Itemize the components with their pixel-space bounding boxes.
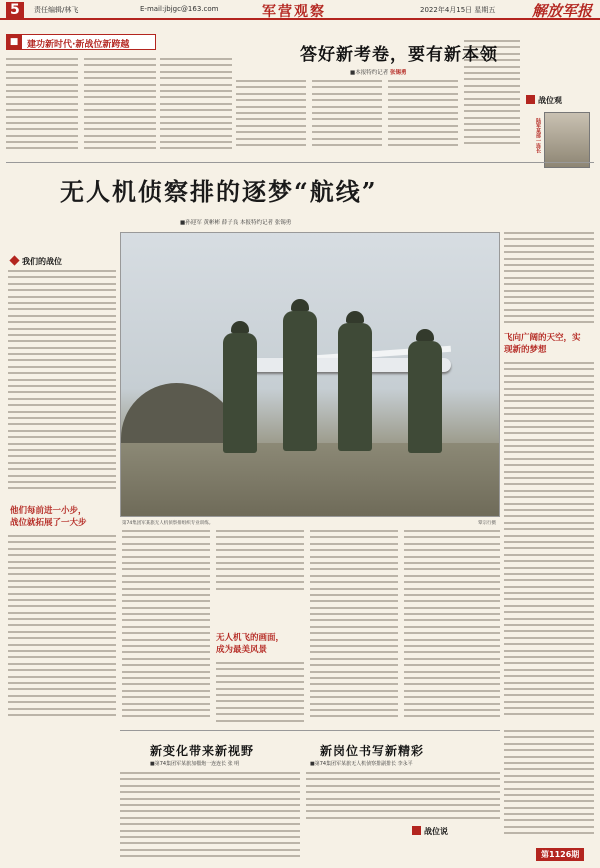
issue-number-badge: 第1126期 [536,848,584,861]
section-heading-our-post: 我们的战位 [10,256,62,267]
top-article-text-3 [388,80,458,154]
editor-credit: 责任编辑/林飞 [34,6,79,14]
bottom-right-byline: ■第74集团军某旅无人机侦察排副排长 李永平 [310,761,413,767]
bottom-far-right-text [504,730,594,842]
subhead-3: 飞向广阔的天空，实 现新的梦想 [504,333,581,355]
soldier-helmet [346,311,364,323]
soldier-figure [283,311,317,451]
left-intro-text-2 [84,58,156,154]
banner-mark-icon: ■ [6,34,22,50]
bottom-right-text [306,772,500,822]
main-col-left-text [8,270,116,496]
soldier-helmet [291,299,309,311]
top-article-text-2 [312,80,382,154]
column-label-zhanweishuo: 战位说 [412,826,448,837]
masthead-logo: 解放军报 [531,2,592,20]
main-col-right-text-2 [504,362,594,726]
photo-ground [121,443,500,517]
divider [120,730,500,731]
section-title: 军营观察 [262,4,326,20]
top-article-byline [350,68,406,76]
main-headline: 无人机侦察排的逐梦“航线” [60,177,378,206]
photo-caption: 第74集团军某旅无人机侦察排组织专业训练。 [122,521,214,526]
page-number: 5 [6,2,24,18]
portrait-caption: 陆军某部一连长 [535,118,541,153]
main-col-3-text-2 [216,662,304,726]
mid-intro-text [160,58,232,154]
drone-training-photo [120,232,500,517]
portrait-photo [544,112,590,168]
bottom-left-title: 新变化带来新视野 [150,744,255,758]
page-header [0,0,600,20]
main-col-3-text [216,530,304,600]
top-article-text-1 [236,80,306,154]
main-col-2-text [122,530,210,726]
soldier-figure [338,323,372,451]
byline-label: ■本报特约记者 [350,70,389,76]
top-article-title: 答好新考卷，要有新本领 [300,45,498,65]
bottom-left-byline: ■第74集团军某旅加榴炮一连连长 张 明 [150,761,240,767]
column-banner [6,34,156,50]
soldier-helmet [231,321,249,333]
subhead-1: 他们每前进一小步， 战位就拓展了一大步 [10,506,87,528]
banner-title: 建功新时代·新战位新跨越 [27,40,130,50]
left-intro-text [6,58,78,154]
main-col-right-text [504,232,594,328]
main-col-4-text [310,530,398,726]
main-byline: ■孙迎军 黄彬彬 薛子良 本报特约记者 张锡勇 [180,220,292,226]
subhead-2: 无人机飞的画面， 成为最美风景 [216,633,285,655]
main-col-left-text-2 [8,535,116,725]
divider [6,162,594,163]
bottom-right-title: 新岗位书写新精彩 [320,744,425,758]
column-label-zhanwei: 战位观 [526,95,562,106]
issue-date: 2022年4月15日 星期五 [420,6,496,14]
main-col-5-text [404,530,500,726]
bottom-left-text [120,772,300,862]
soldier-figure [408,341,442,453]
soldier-helmet [416,329,434,341]
byline-name: 张锡勇 [389,70,407,76]
photo-credit: 覃宗行摄 [478,521,496,526]
soldier-figure [223,333,257,453]
editor-email: E-mail:jbjgc@163.com [140,5,219,13]
